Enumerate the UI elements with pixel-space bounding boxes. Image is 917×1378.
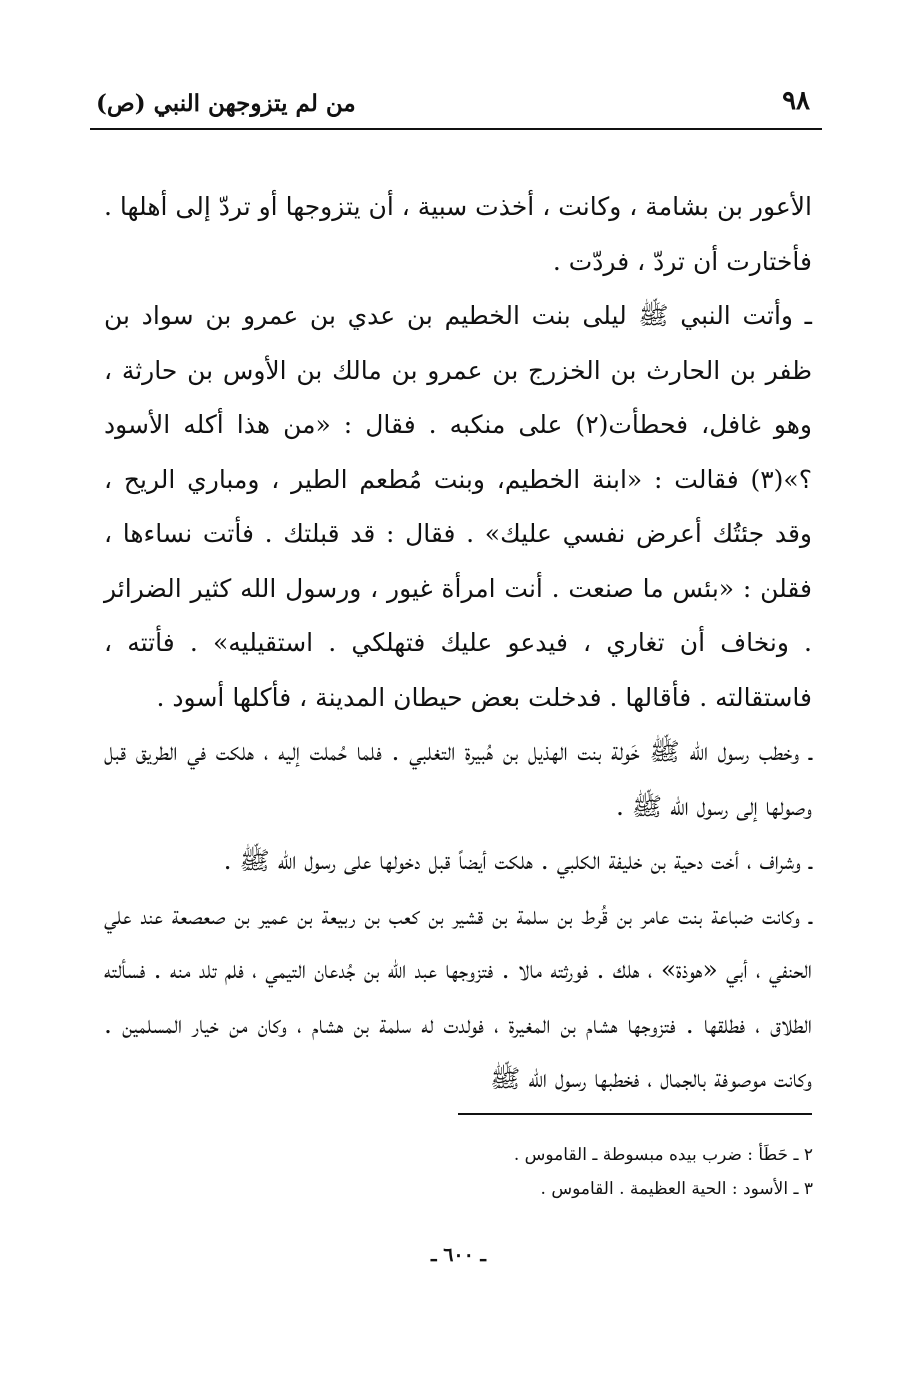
- page-folio: ـ ٦٠٠ ـ: [431, 1244, 486, 1266]
- footnote: ٣ ـ الأسود : الحية العظيمة . القاموس .: [540, 1179, 813, 1199]
- footnotes: [105, 1138, 813, 1206]
- header-page-number: ٩٨: [782, 86, 810, 116]
- footnote-rule: [458, 1113, 812, 1115]
- paragraph: الأعور بن بشامة ، وكانت ، أخذت سبية ، أن يتزوجها أو تردّ إلى أهلها . فأختارت أن تردّ ، فردّت .: [104, 192, 812, 276]
- paragraph: ـ وأتت النبي ﷺ ليلى بنت الخطيم بن عدي بن عمرو بن سواد بن ظفر بن الحارث بن الخزرج بن عمرو بن مالك بن الأوس بن حارثة ، وهو غافل، فحطأت(٢) على منكبه . فقال : «من هذا أكله الأسود ؟»(٣) فقالت : «ابنة الخطيم، وبنت مُطعم الطير ، ومباري الريح ، وقد جئتُك أعرض نفسي عليك» . فقال : قد قبلتك . فأتت نساءها ، فقلن : «بئس ما صنعت . أنت امرأة غيور ، ورسول الله كثير الضرائر . ونخاف أن تغاري ، فيدعو عليك فتهلكي . استقيليه» . فأتته ، فاستقالته . فأقالها . فدخلت بعض حيطان المدينة ، فأكلها أسود .: [104, 301, 813, 712]
- header-rule: [90, 128, 822, 130]
- paragraph: ـ وكانت ضباعة بنت عامر بن قُرط بن سلمة بن قشير بن كعب بن ربيعة بن عمير بن صعصعة عند علي الحنفي ، أبي «هوذة» ، هلك . فورثته مالا . فتزوجها عبد الله بن جُدعان التيمي ، فلم تلد منه . فسألته الطلاق ، فطلقها . فتزوجها هشام بن المغيرة ، فولدت له سلمة بن هشام ، وكان من خيار المسلمين . وكانت موصوفة بالجمال ، فخطبها رسول الله ﷺ: [104, 900, 812, 1093]
- body-text: [104, 180, 812, 1107]
- running-header: [90, 86, 822, 126]
- footnote: ٢ ـ حَطَأ : ضرب بيده مبسوطة ـ القاموس .: [513, 1145, 813, 1165]
- paragraph: ـ وخطب رسول الله ﷺ خَولة بنت الهذيل بن هُبيرة التغلبي . فلما حُملت إليه ، هلكت في الطريق قبل وصولها إلى رسول الله ﷺ .: [104, 737, 812, 821]
- running-title: من لم يتزوجهن النبي (ص): [96, 90, 356, 117]
- paragraph: ـ وشراف ، أخت دحية بن خليفة الكلبي . هلكت أيضاً قبل دخولها على رسول الله ﷺ .: [223, 846, 812, 875]
